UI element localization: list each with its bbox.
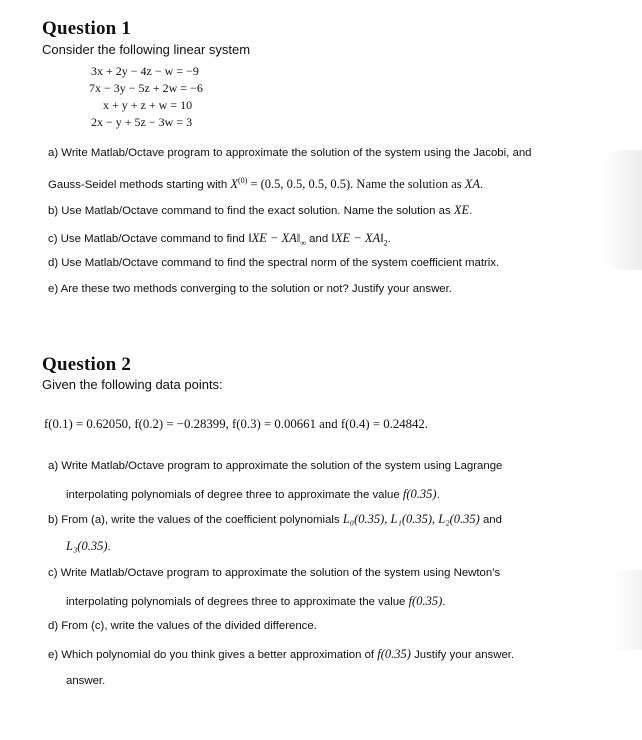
q1-part-a-line1: a) Write Matlab/Octave program to approximate the solution of the system using the Jacobi, and [48, 147, 532, 159]
equation-2: 7x − 3y − 5z + 2w = −6 [89, 81, 203, 95]
question-2-intro: Given the following data points: [42, 377, 223, 392]
xe-symbol: XE [453, 203, 470, 217]
q2-part-b-line1: b) From (a), write the values of the coefficient polynomials L₀(0.35), L₁(0.35), L₂(0.35) and [48, 512, 502, 526]
equation-1: 3x + 2y − 4z − w = −9 [91, 64, 199, 78]
equation-3: x + y + z + w = 10 [103, 98, 193, 112]
q1-part-b: b) Use Matlab/Octave command to find the exact solution. Name the solution as XE. [48, 203, 473, 217]
xa-symbol: XA [464, 176, 481, 191]
paper-glare [602, 150, 642, 270]
q2-part-e-line2: answer. [66, 675, 106, 687]
data-points: f(0.1) = 0.62050, f(0.2) = −0.28399, f(0.3) = 0.00661 and f(0.4) = 0.24842. [44, 417, 429, 431]
q2-part-d: d) From (c), write the values of the divided difference. [48, 620, 317, 632]
question-1-title: Question 1 [42, 18, 132, 39]
q1-part-c: c) Use Matlab/Octave command to find ‖XE − $XA‖_\infty$ and ‖XE − $XA‖_2$. [48, 231, 391, 248]
q2-part-c-line2: interpolating polynomials of degrees three to approximate the value f(0.35). [66, 594, 446, 608]
question-2-title: Question 2 [42, 354, 132, 375]
question-1-intro: Consider the following linear system [42, 42, 251, 57]
paper-glare [612, 570, 642, 650]
q2-part-c-line1: c) Write Matlab/Octave program to approximate the solution of the system using Newton’s [48, 567, 501, 579]
q2-part-b-line2: L₃(0.35). [66, 539, 111, 553]
q2-part-e-line1: e) Which polynomial do you think gives a better approximation of f(0.35) Justify your answer. [48, 647, 515, 661]
q2-part-a-line1: a) Write Matlab/Octave program to approximate the solution of the system using Lagrange [48, 460, 503, 472]
q1-part-e: e) Are these two methods converging to the solution or not? Justify your answer. [48, 283, 452, 295]
q1-part-d: d) Use Matlab/Octave command to find the spectral norm of the system coefficient matrix. [48, 257, 500, 269]
q2-part-a-line2: interpolating polynomials of degree three to approximate the value f(0.35). [66, 487, 440, 501]
q1-part-a-line2: Gauss-Seidel methods starting with $X^{(0)} = (0.5$, 0.5, 0.5, 0.5). Name the solution as XA. [48, 176, 484, 191]
equation-4: 2x − y + 5z − 3w = 3 [91, 115, 193, 129]
